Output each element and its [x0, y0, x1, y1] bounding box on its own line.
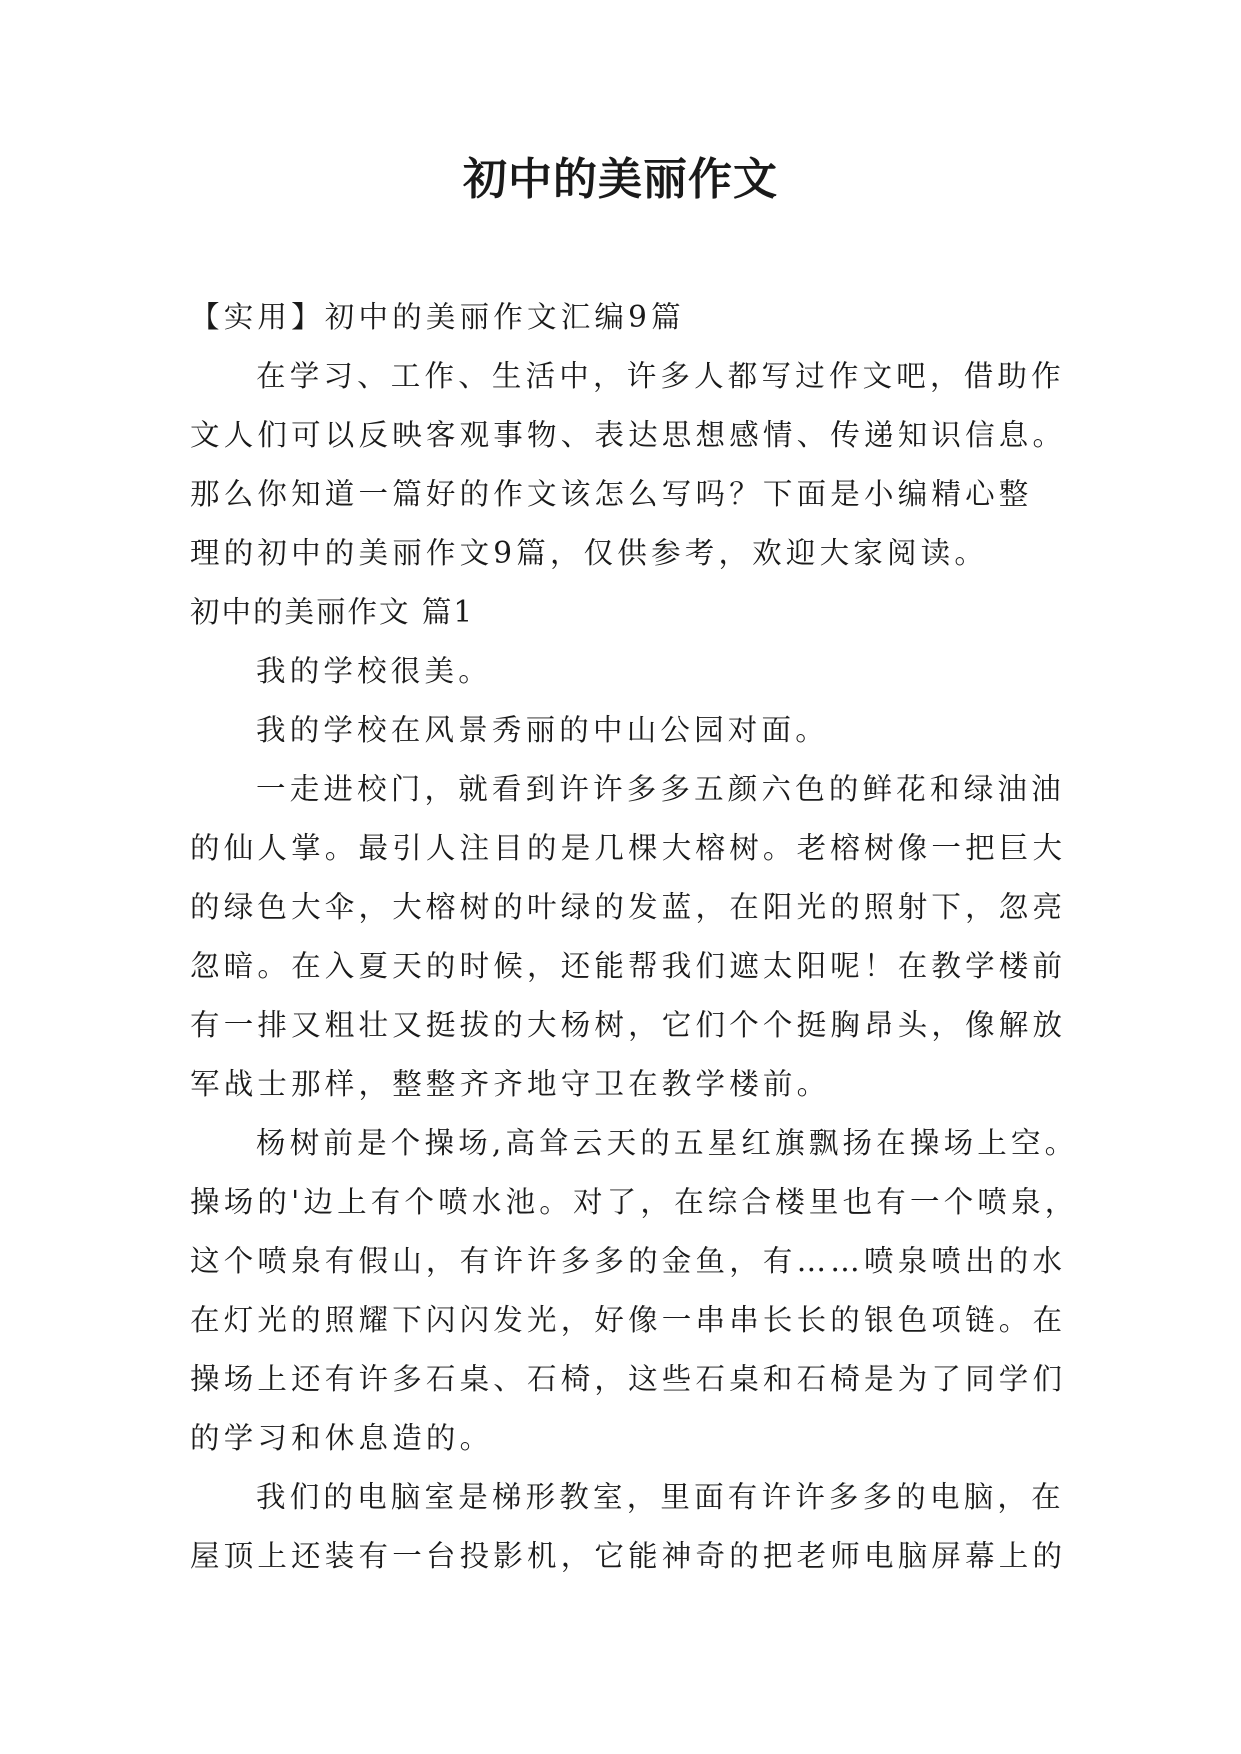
- section-heading: 初中的美丽作文 篇1: [190, 595, 475, 629]
- paragraph-line: 在灯光的照耀下闪闪发光，好像一串串长长的银色项链。在: [190, 1303, 1067, 1337]
- paragraph-line: 理的初中的美丽作文9篇，仅供参考，欢迎大家阅读。: [190, 536, 989, 570]
- paragraph-line: 我的学校在风景秀丽的中山公园对面。: [256, 713, 829, 747]
- paragraph-line: 我的学校很美。: [256, 654, 492, 688]
- paragraph-line: 操场的'边上有个喷水池。对了，在综合楼里也有一个喷泉，: [190, 1185, 1079, 1219]
- paragraph-line: 军战士那样，整整齐齐地守卫在教学楼前。: [190, 1067, 831, 1101]
- paragraph-line: 一走进校门，就看到许许多多五颜六色的鲜花和绿油油: [256, 772, 1065, 806]
- paragraph-line: 有一排又粗壮又挺拔的大杨树，它们个个挺胸昂头，像解放: [190, 1008, 1067, 1042]
- paragraph-line: 那么你知道一篇好的作文该怎么写吗？下面是小编精心整: [190, 477, 1033, 511]
- paragraph-line: 忽暗。在入夏天的时候，还能帮我们遮太阳呢！在教学楼前: [190, 949, 1067, 983]
- paragraph-line: 的绿色大伞，大榕树的叶绿的发蓝，在阳光的照射下，忽亮: [190, 890, 1067, 924]
- paragraph-line: 屋顶上还装有一台投影机，它能神奇的把老师电脑屏幕上的: [190, 1539, 1067, 1573]
- document-body: [190, 288, 1079, 1586]
- paragraph-line: 杨树前是个操场,高耸云天的五星红旗飘扬在操场上空。: [256, 1126, 1079, 1160]
- subtitle-line: 【实用】初中的美丽作文汇编9篇: [190, 300, 685, 334]
- paragraph-line: 在学习、工作、生活中，许多人都写过作文吧，借助作: [256, 359, 1065, 393]
- paragraph-line: 文人们可以反映客观事物、表达思想感情、传递知识信息。: [190, 418, 1067, 452]
- paragraph-line: 这个喷泉有假山，有许许多多的金鱼，有……喷泉喷出的水: [190, 1244, 1067, 1278]
- paragraph-line: 我们的电脑室是梯形教室，里面有许许多多的电脑，在: [256, 1480, 1065, 1514]
- document-title: 初中的美丽作文: [463, 154, 778, 205]
- paragraph-line: 的仙人掌。最引人注目的是几棵大榕树。老榕树像一把巨大: [190, 831, 1067, 865]
- paragraph-line: 的学习和休息造的。: [190, 1421, 494, 1455]
- paragraph-line: 操场上还有许多石桌、石椅，这些石桌和石椅是为了同学们: [190, 1362, 1067, 1396]
